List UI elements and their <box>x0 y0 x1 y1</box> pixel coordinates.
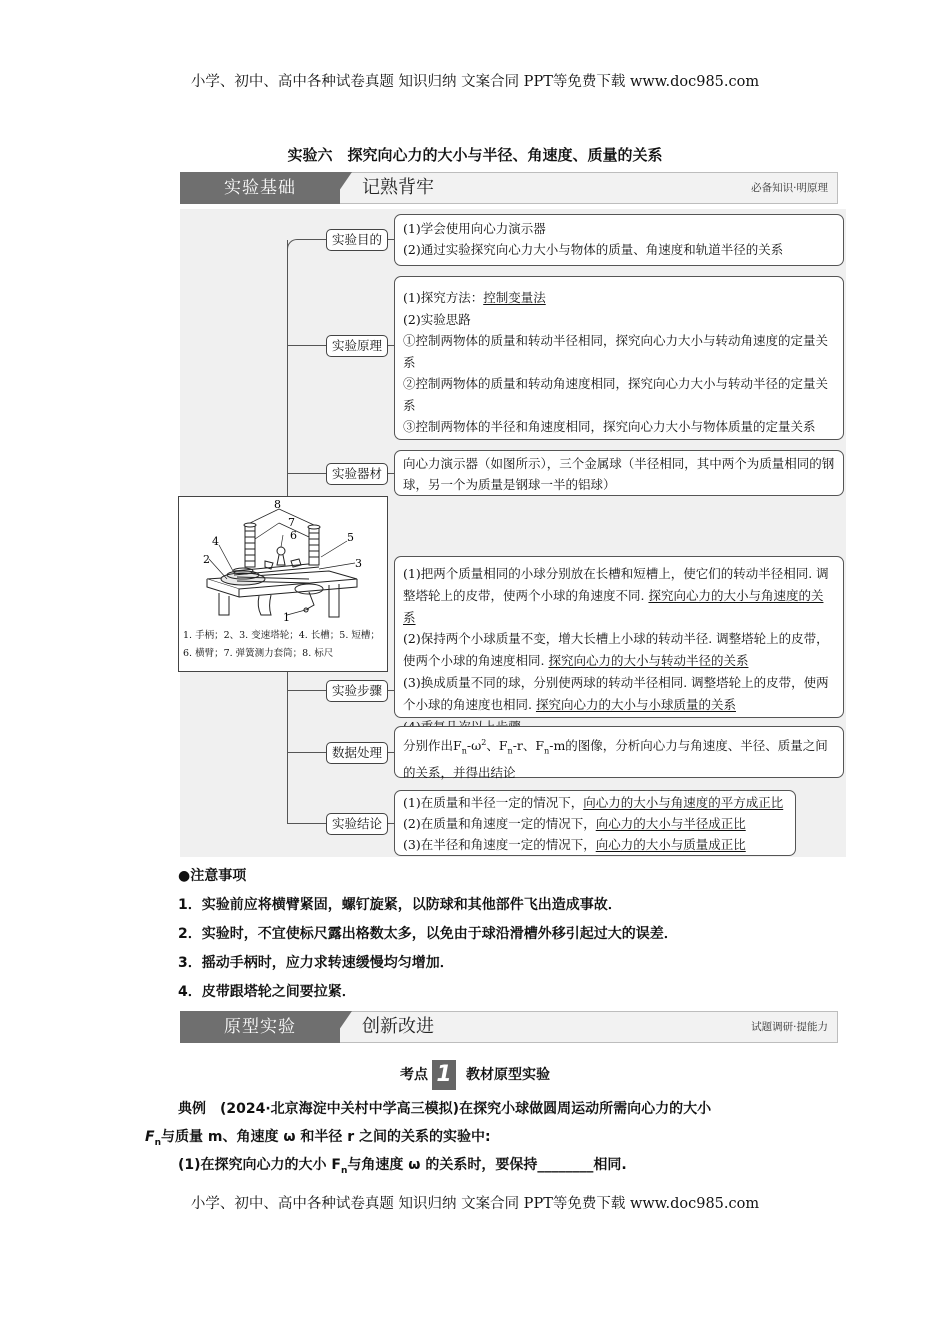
page-header: 小学、初中、高中各种试卷真题 知识归纳 文案合同 PPT等免费下载 www.doc985.com <box>190 74 760 90</box>
notes-section <box>178 862 678 1007</box>
label-1: 1 <box>283 611 290 624</box>
steps-key-2: 探究向心力的大小与转动半径的关系 <box>548 653 749 669</box>
steps-key-3: 探究向心力的大小与小球质量的关系 <box>535 696 736 712</box>
example-line-2: $F_n$与质量 m、角速度 ω 和半径 r 之间的关系的实验中: <box>145 1129 491 1148</box>
note-item: 4．皮带跟塔轮之间要拉紧． <box>178 984 356 1000</box>
label-equipment: 实验器材 <box>326 463 388 485</box>
label-steps: 实验步骤 <box>326 680 388 702</box>
label-2: 2 <box>203 553 210 566</box>
conclusion-key-2: 向心力的大小与半径成正比 <box>595 816 746 831</box>
example-question-1: (1)在探究向心力的大小 $F_n$与角速度 ω 的关系时，要保持________相同. <box>178 1157 627 1176</box>
equipment-box <box>394 450 844 496</box>
section-bar-tag: 试题调研·提能力 <box>751 1021 828 1033</box>
principle-method-label: (1)探究方法： <box>403 290 484 305</box>
principle-line: ②控制两物体的质量和转动角速度相同，探究向心力大小与转动半径的定量关系 <box>403 376 829 413</box>
conclusion-box: (1)在质量和半径一定的情况下，向心力的大小与角速度的平方成正比 (2)在质量和角速度一定的情况下，向心力的大小与半径成正比 (3)在半径和角速度一定的情况下，向心力的大小与质量成正比 <box>394 790 796 856</box>
principle-line: ①控制两物体的质量和转动半径相同，探究向心力大小与转动角速度的定量关系 <box>403 333 829 370</box>
conclusion-key-3: 向心力的大小与质量成正比 <box>595 837 746 852</box>
data-processing-box <box>394 726 844 778</box>
label-8: 8 <box>274 498 281 511</box>
apparatus-figure <box>178 496 388 672</box>
equipment-text: 向心力演示器（如图所示），三个金属球（半径相同，其中两个为质量相同的钢球，另一个为质量是钢球一半的铝球） <box>403 456 835 492</box>
section-bar-subtitle: 记熟背牢 <box>362 177 434 198</box>
data-processing-text: 分别作出$F_n-\omega^2$、$F_n-r$、$F_n-m$的图像，分析向心力与角速度、半径、质量之间的关系，并得出结论 <box>403 738 828 780</box>
label-purpose: 实验目的 <box>326 229 388 251</box>
section-bar-basics <box>180 172 838 204</box>
principle-box <box>394 276 844 440</box>
label-conclusion: 实验结论 <box>326 813 388 835</box>
steps-box: (1)把两个质量相同的小球分别放在长槽和短槽上，使它们的转动半径相同. 调整塔轮上的皮带，使两个小球的角速度不同. 探究向心力的大小与角速度的关系 (2)保持两个小球质量不变，增大长槽上小球的转动半径. 调整塔轮上的皮带，使两个小球的角速度相同. 探究向心力的大小与转动半径的关系 (3)换成质量不同的球，分别使两球的转动半径相同. 调整塔轮上的皮带，使两个小球的角速度也相同. 探究向心力的大小与小球质量的关系 <box>394 556 844 718</box>
label-data: 数据处理 <box>326 742 388 764</box>
notes-heading: ●注意事项 <box>178 868 247 884</box>
principle-line: ③控制两物体的半径和角速度相同，探究向心力大小与物体质量的定量关系 <box>403 419 816 434</box>
kaodian-heading: 考点 1 教材原型实验 <box>0 1060 950 1090</box>
label-6: 6 <box>290 529 297 542</box>
conclusion-key-1: 向心力的大小与角速度的平方成正比 <box>583 795 784 810</box>
principle-method: 控制变量法 <box>483 290 546 305</box>
section-bar-tag: 必备知识·明原理 <box>751 182 828 194</box>
note-item: 2．实验时，不宜使标尺露出格数太多，以免由于球沿滑槽外移引起过大的误差． <box>178 926 678 942</box>
purpose-line: (1)学会使用向心力演示器 <box>403 221 546 236</box>
label-principle: 实验原理 <box>326 335 388 357</box>
section-bar-subtitle: 创新改进 <box>362 1016 434 1037</box>
figure-caption: 1. 手柄；2、3. 变速塔轮；4. 长槽；5. 短槽； 6. 横臂；7. 弹簧测力套筒；8. 标尺 <box>183 630 380 659</box>
page-footer: 小学、初中、高中各种试卷真题 知识归纳 文案合同 PPT等免费下载 www.doc985.com <box>190 1196 760 1212</box>
section-bar-label: 原型实验 <box>180 1011 340 1043</box>
label-4: 4 <box>212 535 219 548</box>
kaodian-number-badge: 1 <box>432 1060 456 1090</box>
section-bar-label: 实验基础 <box>180 172 340 204</box>
principle-line: (2)实验思路 <box>403 311 471 327</box>
label-3: 3 <box>355 557 362 570</box>
page-title: 实验六 探究向心力的大小与半径、角速度、质量的关系 <box>287 146 663 164</box>
label-7: 7 <box>288 516 295 529</box>
note-item: 1．实验前应将横臂紧固，螺钉旋紧，以防球和其他部件飞出造成事故． <box>178 897 622 913</box>
label-5: 5 <box>347 531 354 544</box>
note-item: 3．摇动手柄时，应力求转速缓慢均匀增加． <box>178 955 454 971</box>
purpose-box <box>394 214 844 266</box>
centripetal-force-apparatus-diagram <box>179 497 387 627</box>
steps-key-1: 探究向心力的大小与角速度的关系 <box>403 587 824 625</box>
example-line-1: 典例 (2024·北京海淀中关村中学高三模拟)在探究小球做圆周运动所需向心力的大小 <box>178 1101 712 1117</box>
section-bar-prototype <box>180 1011 838 1043</box>
purpose-line: (2)通过实验探究向心力大小与物体的质量、角速度和轨道半径的关系 <box>403 242 784 257</box>
